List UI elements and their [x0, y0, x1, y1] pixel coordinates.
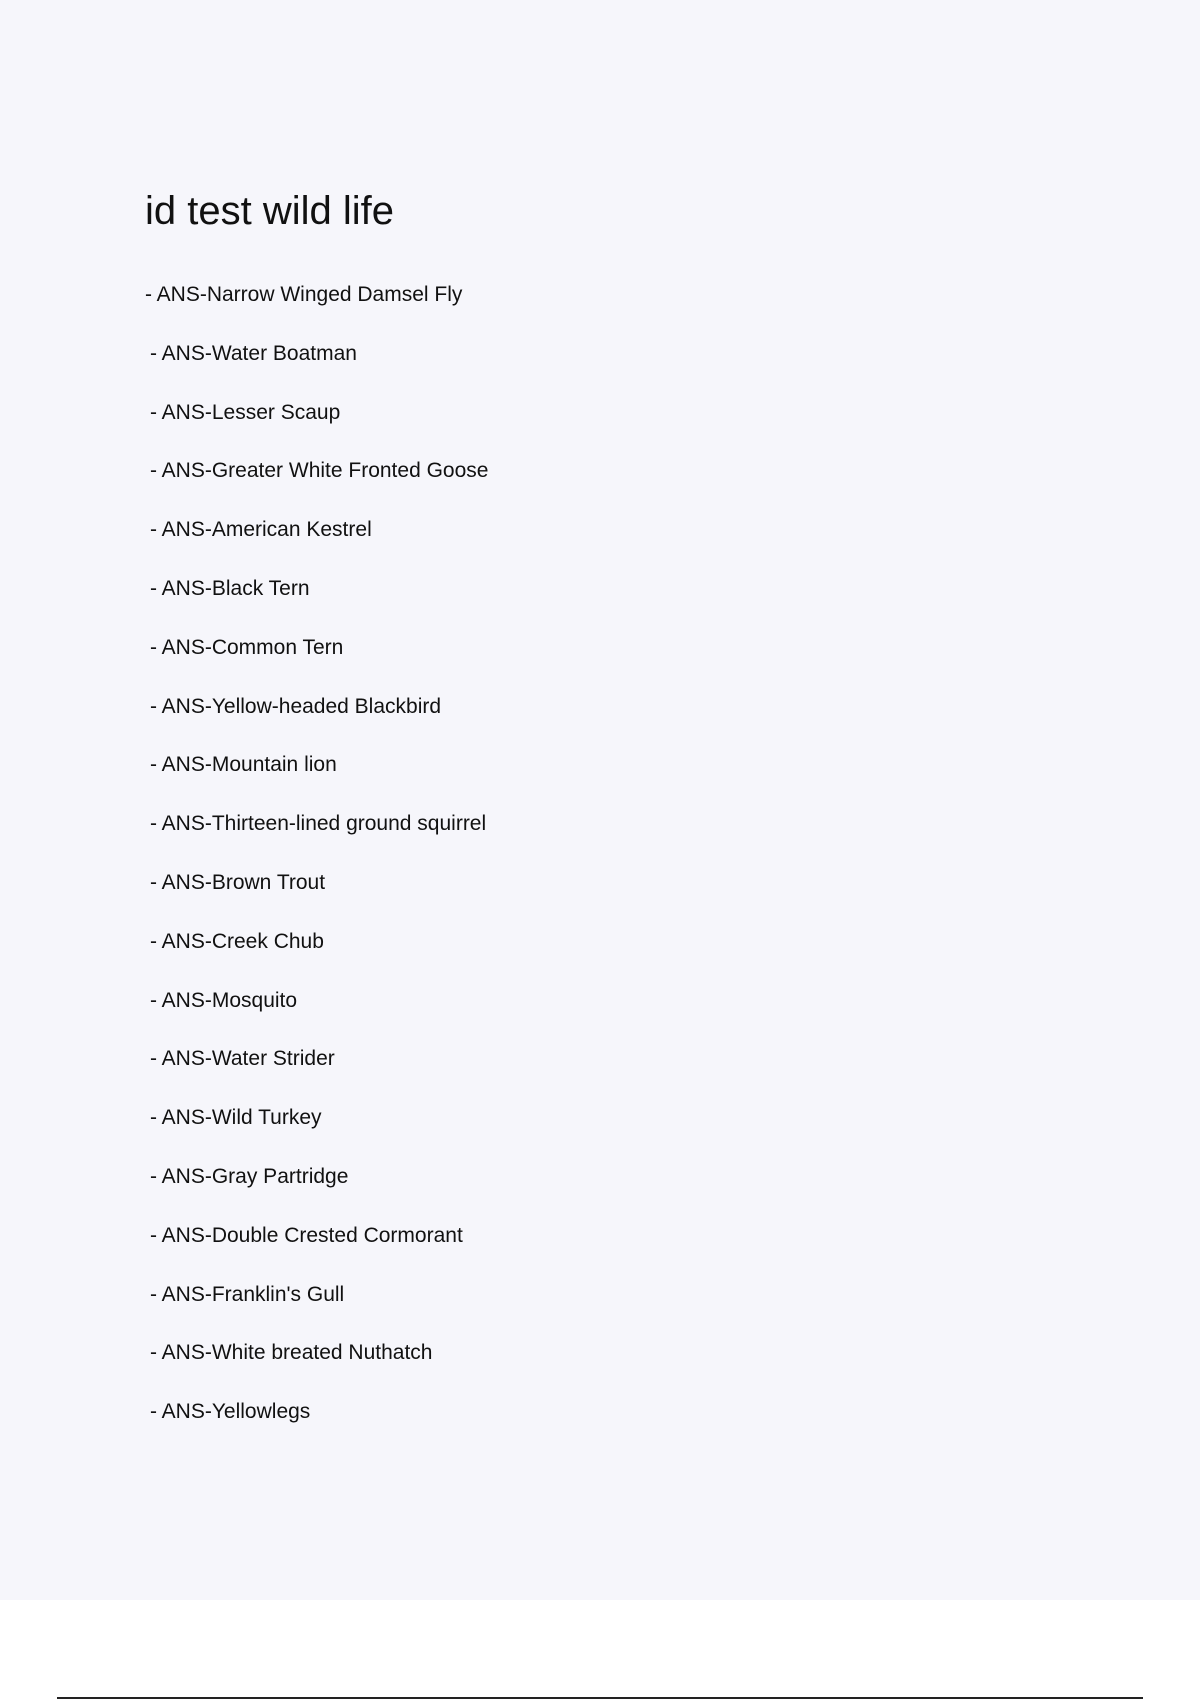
- list-item: - ANS-Yellow-headed Blackbird: [150, 694, 442, 718]
- page-title: id test wild life: [145, 189, 394, 233]
- species-list: [145, 280, 488, 1456]
- list-item: - ANS-Gray Partridge: [150, 1164, 349, 1188]
- list-item: - ANS-Thirteen-lined ground squirrel: [150, 812, 487, 836]
- list-item: - ANS-Common Tern: [150, 635, 344, 659]
- list-item: - ANS-Wild Turkey: [150, 1106, 322, 1130]
- list-item: - ANS-Mosquito: [150, 988, 298, 1012]
- list-item: - ANS-Creek Chub: [150, 929, 324, 953]
- list-item: - ANS-Franklin's Gull: [150, 1282, 345, 1306]
- list-item: - ANS-White breated Nuthatch: [150, 1341, 433, 1365]
- list-item: - ANS-Greater White Fronted Goose: [150, 459, 489, 483]
- list-item: - ANS-Double Crested Cormorant: [150, 1223, 463, 1247]
- footer-divider: [57, 1697, 1143, 1699]
- list-item: - ANS-Mountain lion: [150, 753, 337, 777]
- list-item: - ANS-Brown Trout: [150, 870, 326, 894]
- list-item: - ANS-American Kestrel: [150, 518, 372, 542]
- list-item: - ANS-Lesser Scaup: [150, 400, 341, 424]
- list-item: - ANS-Water Boatman: [150, 341, 357, 365]
- list-item: - ANS-Water Strider: [150, 1047, 335, 1071]
- list-item: - ANS-Narrow Winged Damsel Fly: [145, 283, 463, 306]
- list-item: - ANS-Yellowlegs: [150, 1400, 311, 1424]
- list-item: - ANS-Black Tern: [150, 576, 310, 600]
